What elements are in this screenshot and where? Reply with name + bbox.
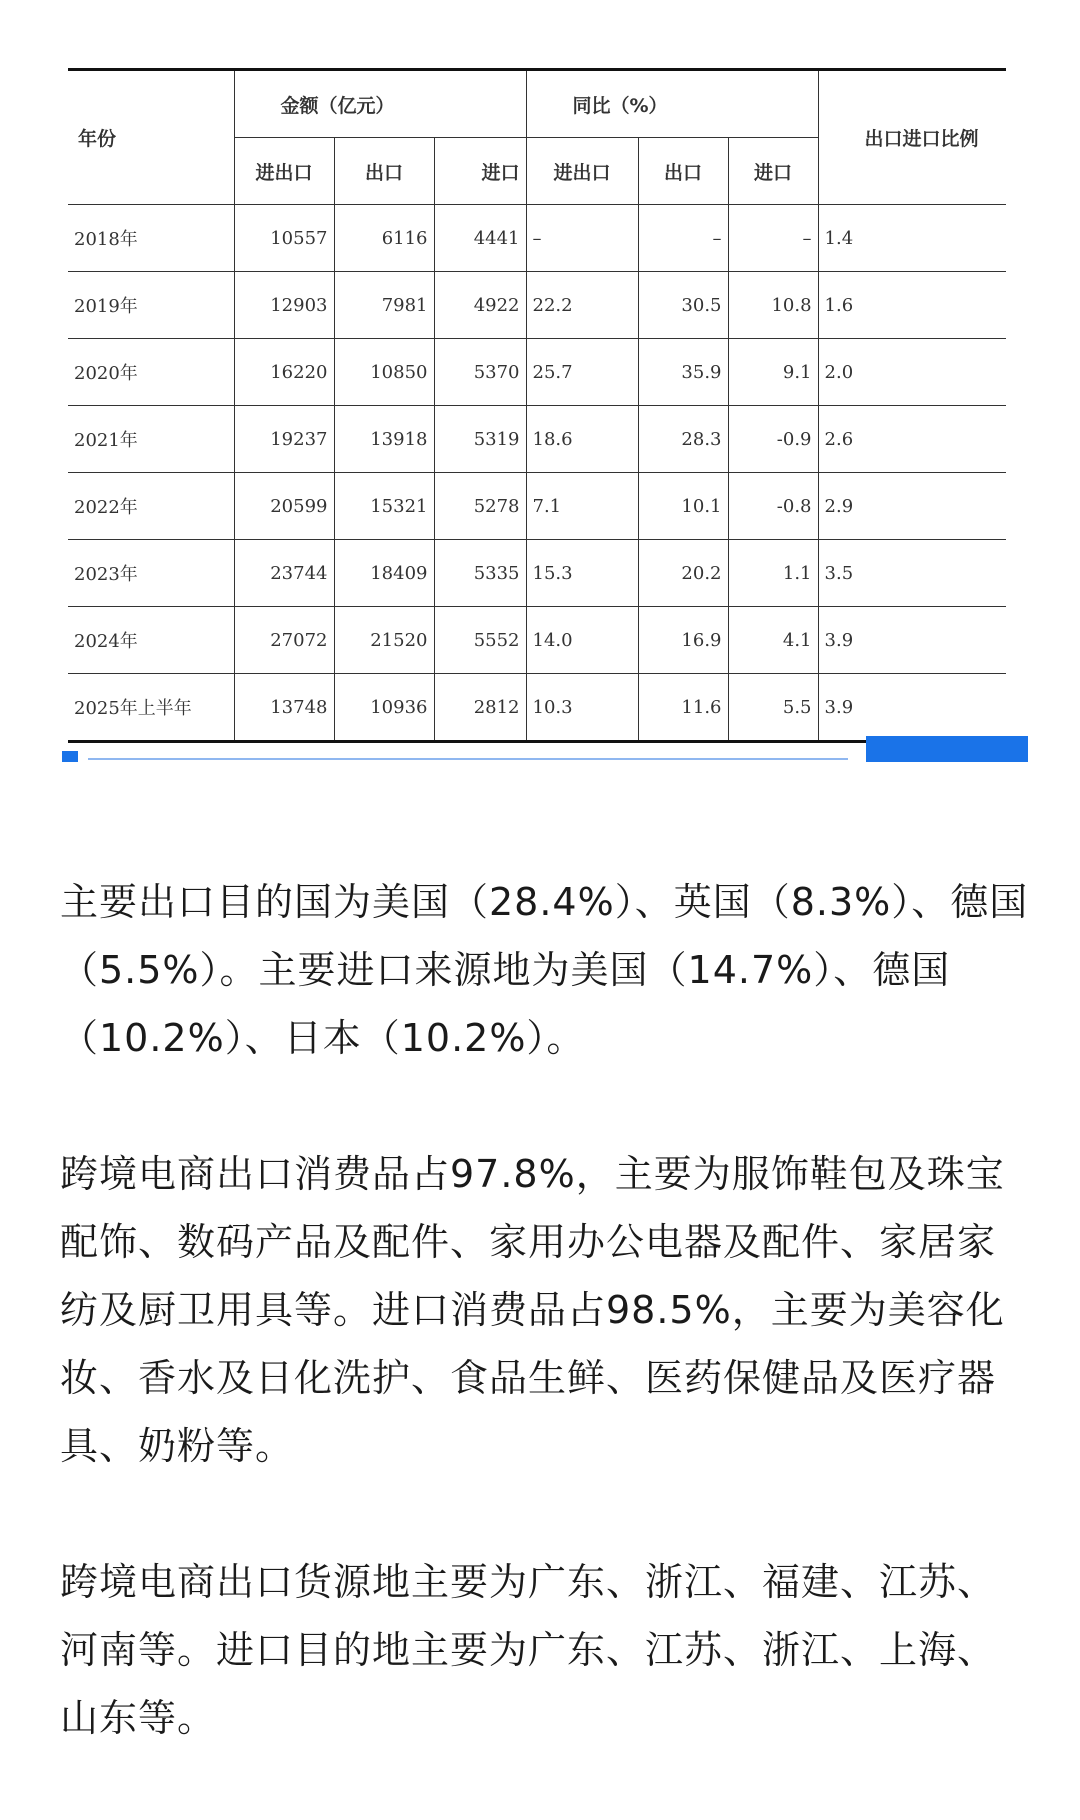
- cell-yoy-total: 18.6: [526, 406, 638, 473]
- cell-export: 10936: [334, 674, 434, 742]
- cell-export: 6116: [334, 205, 434, 272]
- accent-divider-line: [88, 758, 848, 760]
- cell-import: 4922: [434, 272, 526, 339]
- cell-import: 5335: [434, 540, 526, 607]
- cell-ratio: 2.0: [818, 339, 1006, 406]
- cell-ratio: 1.6: [818, 272, 1006, 339]
- table-row: [68, 406, 1006, 473]
- accent-bar-right: [866, 736, 1028, 762]
- header-ratio: 出口进口比例: [818, 70, 1006, 205]
- article-body: [60, 868, 1030, 1820]
- cell-ratio: 2.6: [818, 406, 1006, 473]
- cell-yoy-total: 10.3: [526, 674, 638, 742]
- cell-year: 2019年: [68, 272, 234, 339]
- cell-ratio: 1.4: [818, 205, 1006, 272]
- cell-export: 15321: [334, 473, 434, 540]
- cell-import: 5552: [434, 607, 526, 674]
- table-header-row: [68, 70, 1006, 138]
- cell-yoy-import: 4.1: [728, 607, 818, 674]
- cell-yoy-total: –: [526, 205, 638, 272]
- cell-year: 2021年: [68, 406, 234, 473]
- cell-year: 2024年: [68, 607, 234, 674]
- cell-export: 21520: [334, 607, 434, 674]
- cell-yoy-import: -0.9: [728, 406, 818, 473]
- table-row: [68, 674, 1006, 742]
- cell-ratio: 3.5: [818, 540, 1006, 607]
- cell-ratio: 2.9: [818, 473, 1006, 540]
- subheader-amount-export: 出口: [334, 138, 434, 205]
- table-row: [68, 339, 1006, 406]
- cell-total: 23744: [234, 540, 334, 607]
- subheader-yoy-import: 进口: [728, 138, 818, 205]
- cell-yoy-total: 22.2: [526, 272, 638, 339]
- cell-yoy-total: 14.0: [526, 607, 638, 674]
- paragraph-sources: 跨境电商出口货源地主要为广东、浙江、福建、江苏、河南等。进口目的地主要为广东、江苏、浙江、上海、山东等。: [60, 1560, 997, 1740]
- accent-bar-left: [62, 751, 78, 762]
- trade-table-image: [68, 68, 1006, 743]
- paragraph-products: 跨境电商出口消费品占97.8%，主要为服饰鞋包及珠宝配饰、数码产品及配件、家用办公电器及配件、家居家纺及厨卫用具等。进口消费品占98.5%，主要为美容化妆、香水及日化洗护、食品生鲜、医药保健品及医疗器具、奶粉等。: [60, 1152, 1005, 1468]
- cell-import: 5278: [434, 473, 526, 540]
- cell-yoy-import: 5.5: [728, 674, 818, 742]
- cell-yoy-total: 15.3: [526, 540, 638, 607]
- subheader-amount-total: 进出口: [234, 138, 334, 205]
- trade-table: [68, 68, 1006, 743]
- cell-yoy-import: -0.8: [728, 473, 818, 540]
- cell-yoy-import: 1.1: [728, 540, 818, 607]
- cell-total: 27072: [234, 607, 334, 674]
- cell-total: 20599: [234, 473, 334, 540]
- cell-total: 13748: [234, 674, 334, 742]
- table-row: [68, 607, 1006, 674]
- cell-yoy-import: 9.1: [728, 339, 818, 406]
- cell-export: 13918: [334, 406, 434, 473]
- cell-yoy-export: 16.9: [638, 607, 728, 674]
- cell-export: 10850: [334, 339, 434, 406]
- cell-yoy-export: –: [638, 205, 728, 272]
- header-year: 年份: [68, 70, 234, 205]
- cell-total: 10557: [234, 205, 334, 272]
- cell-import: 4441: [434, 205, 526, 272]
- cell-import: 5370: [434, 339, 526, 406]
- cell-total: 12903: [234, 272, 334, 339]
- cell-import: 5319: [434, 406, 526, 473]
- cell-yoy-export: 11.6: [638, 674, 728, 742]
- subheader-yoy-export: 出口: [638, 138, 728, 205]
- cell-year: 2022年: [68, 473, 234, 540]
- subheader-amount-import: 进口: [434, 138, 526, 205]
- cell-total: 16220: [234, 339, 334, 406]
- cell-year: 2025年上半年: [68, 674, 234, 742]
- header-yoy-group: 同比（%）: [526, 70, 818, 138]
- cell-year: 2020年: [68, 339, 234, 406]
- cell-yoy-export: 30.5: [638, 272, 728, 339]
- header-amount-group: 金额（亿元）: [234, 70, 526, 138]
- cell-yoy-total: 25.7: [526, 339, 638, 406]
- cell-ratio: 3.9: [818, 607, 1006, 674]
- table-row: [68, 205, 1006, 272]
- cell-total: 19237: [234, 406, 334, 473]
- cell-ratio: 3.9: [818, 674, 1006, 742]
- paragraph-destinations: 主要出口目的国为美国（28.4%）、英国（8.3%）、德国（5.5%）。主要进口来源地为美国（14.7%）、德国（10.2%）、日本（10.2%）。: [60, 880, 1029, 1060]
- table-row: [68, 473, 1006, 540]
- cell-export: 18409: [334, 540, 434, 607]
- cell-import: 2812: [434, 674, 526, 742]
- cell-yoy-import: –: [728, 205, 818, 272]
- cell-year: 2023年: [68, 540, 234, 607]
- cell-yoy-export: 20.2: [638, 540, 728, 607]
- subheader-yoy-total: 进出口: [526, 138, 638, 205]
- cell-yoy-export: 35.9: [638, 339, 728, 406]
- table-row: [68, 272, 1006, 339]
- cell-yoy-export: 10.1: [638, 473, 728, 540]
- cell-year: 2018年: [68, 205, 234, 272]
- cell-yoy-import: 10.8: [728, 272, 818, 339]
- cell-yoy-export: 28.3: [638, 406, 728, 473]
- cell-export: 7981: [334, 272, 434, 339]
- table-row: [68, 540, 1006, 607]
- cell-yoy-total: 7.1: [526, 473, 638, 540]
